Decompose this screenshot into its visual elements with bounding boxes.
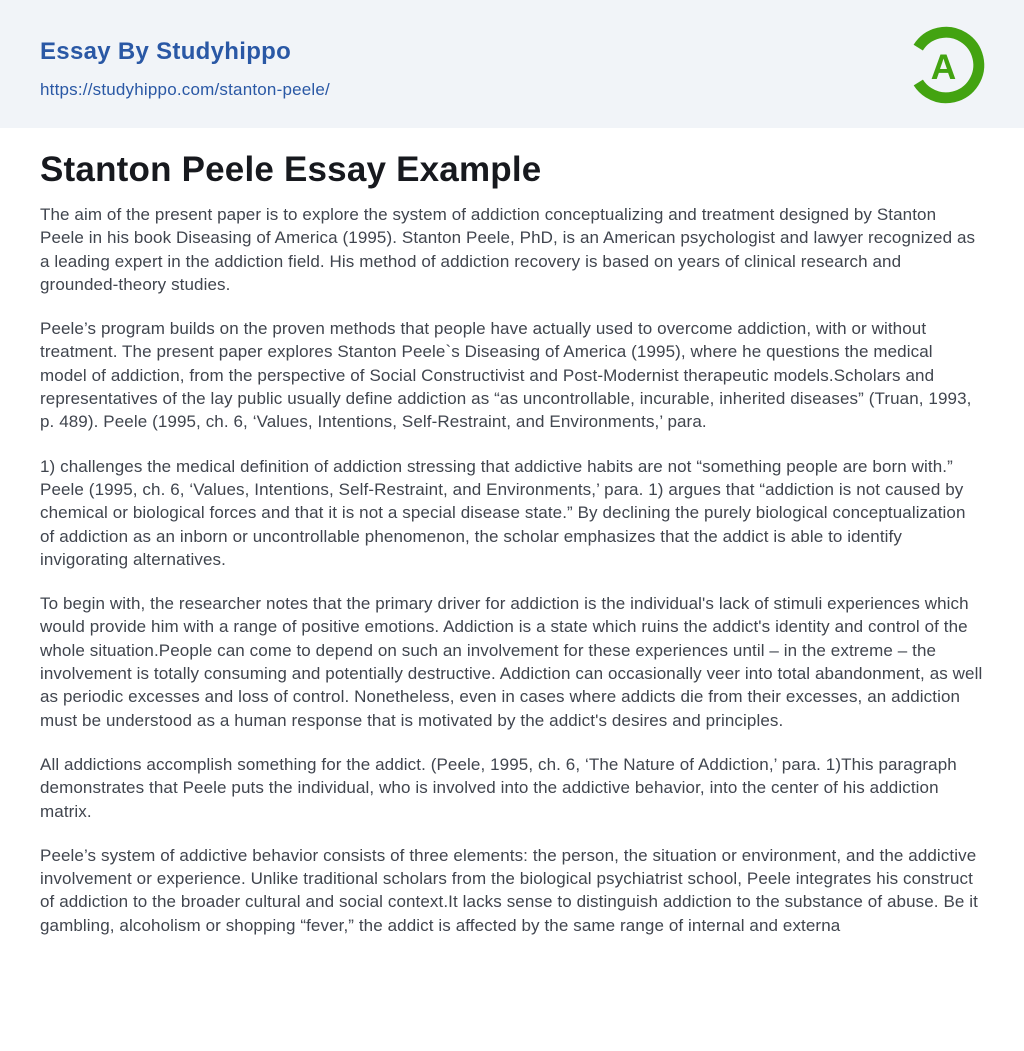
article-paragraph: The aim of the present paper is to explore the system of addiction conceptualizing and treatment designed by Stanton Peele in his book Diseasing of America (1995). Stanton Peele, PhD, is an American psychologist and lawyer recognized as a leading expert in the addiction field. His method of addiction recovery is based on years of clinical research and grounded-theory studies.: [40, 205, 976, 294]
article-paragraph: To begin with, the researcher notes that the primary driver for addiction is the individual's lack of stimuli experiences which would provide him with a range of positive emotions. Addiction is a state which ruins the addict's identity and control of the whole situation.People can come to depend on such an involvement for these experiences until – in the extreme – the involvement is totally consuming and potentially destructive. Addiction can occasionally veer into total abandonment, as well as periodic excesses and loss of control. Nonetheless, even in cases where addicts die from their excesses, an addiction must be understood as a human response that is motivated by the addict's desires and principles.: [40, 594, 983, 730]
article-body: [40, 203, 984, 937]
article-paragraph: 1) challenges the medical definition of addiction stressing that addictive habits are not “something people are born with.” Peele (1995, ch. 6, ‘Values, Intentions, Self-Restraint, and Environments,’ para. 1) argues that “addiction is not caused by chemical or biological forces and that it is not a special disease state.” By declining the purely biological conceptualization of addiction as an inborn or uncontrollable phenomenon, the scholar emphasizes that the addict is able to identify invigorating alternatives.: [40, 456, 966, 569]
logo-arc-icon: [904, 23, 988, 107]
site-title: Essay By Studyhippo: [40, 38, 292, 65]
header-text-block: [40, 38, 330, 100]
article-paragraph: All addictions accomplish something for the addict. (Peele, 1995, ch. 6, ‘The Nature of Addiction,’ para. 1)This paragraph demonstrates that Peele puts the individual, who is involved into the addictive behavior, into the center of his addiction matrix.: [40, 754, 957, 821]
page-header: [0, 0, 1024, 128]
page-url-link[interactable]: https://studyhippo.com/stanton-peele/: [40, 80, 330, 99]
article-title: Stanton Peele Essay Example: [40, 150, 542, 189]
article-paragraph: Peele’s system of addictive behavior consists of three elements: the person, the situation or environment, and the addictive involvement or experience. Unlike traditional scholars from the biological psychiatrist school, Peele integrates his construct of addiction to the broader cultural and social context.It lacks sense to distinguish addiction to the substance of abuse. Be it gambling, alcoholism or shopping “fever,” the addict is affected by the same range of internal and externa: [40, 845, 978, 935]
logo-letter: A: [930, 48, 957, 88]
article: [0, 128, 1024, 937]
studyhippo-logo: [904, 23, 988, 107]
article-paragraph: Peele’s program builds on the proven methods that people have actually used to overcome addiction, with or without treatment. The present paper explores Stanton Peele`s Diseasing of America (1995), where he questions the medical model of addiction, from the perspective of Social Constructivist and Post-Modernist therapeutic models.Scholars and representatives of the lay public usually define addiction as “as uncontrollable, incurable, inherited diseases” (Truan, 1993, p. 489). Peele (1995, ch. 6, ‘Values, Intentions, Self-Restraint, and Environments,’ para.: [40, 319, 972, 432]
